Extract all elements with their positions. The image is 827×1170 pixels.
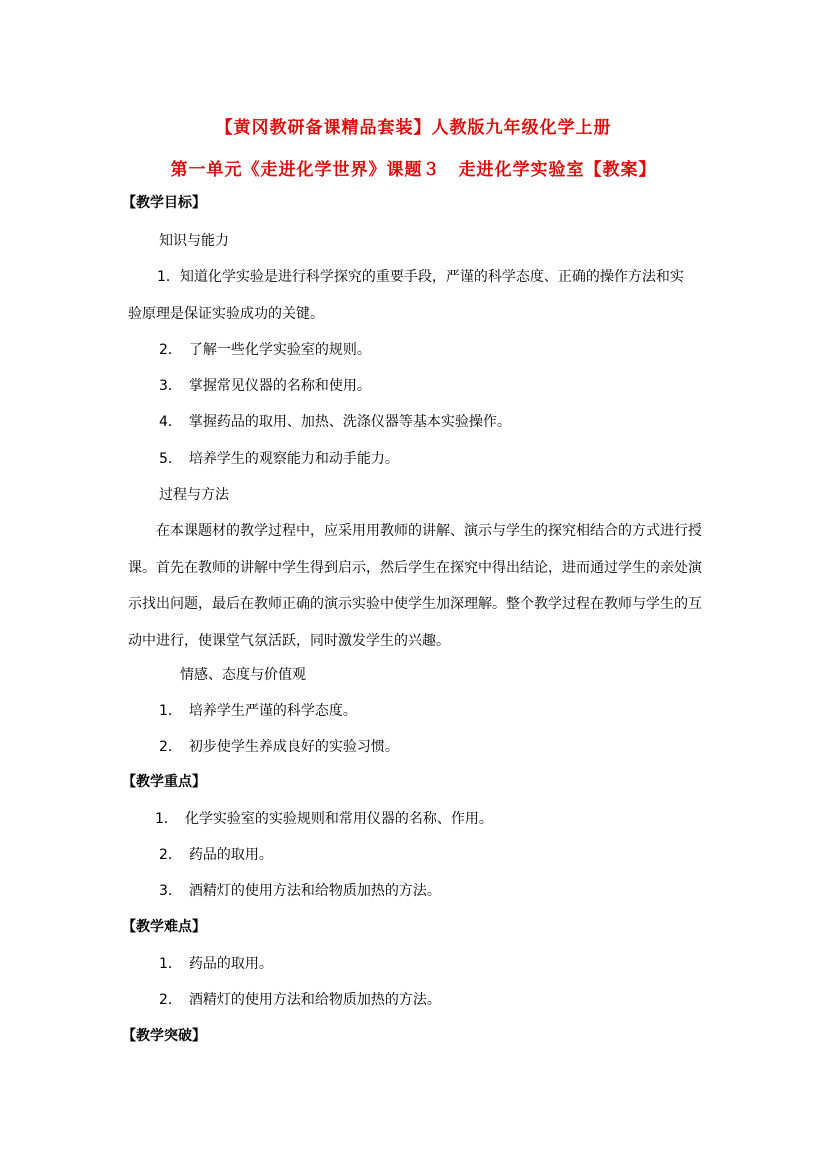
knowledge-item-1-line-2: 验原理是保证实验成功的关键。 — [128, 306, 324, 322]
difficulty-item-1: 1． 药品的取用。 — [159, 956, 273, 972]
key-point-item-2: 2． 药品的取用。 — [159, 847, 273, 863]
knowledge-item-4: 4． 掌握药品的取用、加热、洗涤仪器等基本实验操作。 — [159, 414, 511, 430]
knowledge-item-2: 2． 了解一些化学实验室的规则。 — [159, 342, 371, 358]
section-heading-goals: 【教学目标】 — [122, 195, 206, 211]
subheading-emotion: 情感、态度与价值观 — [180, 667, 306, 683]
subheading-knowledge: 知识与能力 — [159, 233, 229, 249]
section-heading-key-points: 【教学重点】 — [122, 774, 206, 790]
section-heading-difficulties: 【教学难点】 — [122, 919, 206, 935]
knowledge-item-5: 5． 培养学生的观察能力和动手能力。 — [159, 451, 399, 467]
knowledge-item-3: 3． 掌握常见仪器的名称和使用。 — [159, 378, 371, 394]
emotion-item-1: 1． 培养学生严谨的科学态度。 — [159, 703, 357, 719]
knowledge-item-1-line-1: 1．知道化学实验是进行科学探究的重要手段，严谨的科学态度、正确的操作方法和实 — [157, 269, 684, 285]
key-point-item-1: 1． 化学实验室的实验规则和常用仪器的名称、作用。 — [155, 811, 493, 827]
emotion-item-2: 2． 初步使学生养成良好的实验习惯。 — [159, 739, 399, 755]
subheading-process: 过程与方法 — [159, 487, 229, 503]
key-point-item-3: 3． 酒精灯的使用方法和给物质加热的方法。 — [159, 883, 441, 899]
document-title-line-1: 【黄冈教研备课精品套装】人教版九年级化学上册 — [215, 118, 612, 138]
process-paragraph: 在本课题材的教学过程中，应采用用教师的讲解、演示与学生的探究相结合的方式进行授课。首先在教师的讲解中学生得到启示，然后学生在探究中得出结论，进而通过学生的亲处演示找出问题，最后在教师正确的演示实验中使学生加深理解。整个教学过程在教师与学生的互动中进行，使课堂气氛活跃，同时激发学生的兴趣。 — [128, 523, 702, 649]
section-heading-breakthrough: 【教学突破】 — [122, 1028, 206, 1044]
document-title-line-2: 第一单元《走进化学世界》课题３ 走进化学实验室【教案】 — [170, 160, 657, 180]
difficulty-item-2: 2． 酒精灯的使用方法和给物质加热的方法。 — [159, 992, 441, 1008]
